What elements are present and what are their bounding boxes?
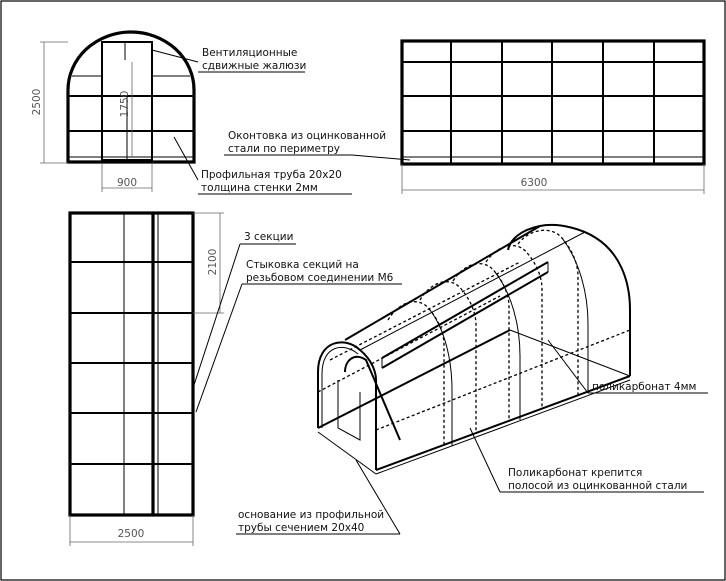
label-tube-2: толщина стенки 2мм — [201, 182, 318, 194]
label-strip-2: полосой из оцинкованной стали — [508, 480, 688, 492]
dim-section-length: 2100 — [207, 248, 219, 276]
label-sections: 3 секции — [244, 231, 294, 243]
label-vents-1: Вентиляционные — [202, 47, 298, 59]
end-view-dimensions — [31, 42, 152, 192]
side-view-callouts — [224, 130, 410, 160]
plan-view-callouts — [194, 231, 402, 412]
label-joint-2: резьбовом соединении М6 — [246, 272, 394, 284]
dim-length: 6300 — [520, 177, 548, 189]
isometric-callouts — [236, 340, 708, 534]
label-polycarbonate: поликарбонат 4мм — [592, 381, 697, 393]
end-view-callouts — [152, 47, 352, 194]
label-tube-1: Профильная труба 20х20 — [201, 169, 342, 181]
dim-door-height: 1750 — [119, 90, 131, 118]
dim-door-width: 900 — [116, 177, 138, 189]
side-view-dimensions — [402, 164, 704, 194]
dim-width: 2500 — [117, 528, 145, 540]
plan-view — [70, 213, 193, 515]
side-view — [402, 41, 704, 164]
label-strip-1: Поликарбонат крепится — [508, 467, 643, 479]
dim-end-height: 2500 — [31, 88, 43, 116]
label-vents-2: сдвижные жалюзи — [202, 60, 307, 72]
label-trim-2: стали по периметру — [228, 143, 341, 155]
sheet-border — [1, 1, 725, 580]
iso-back-arch — [540, 225, 630, 376]
label-base-2: трубы сечением 20х40 — [238, 522, 365, 534]
label-joint-1: Стыковка секций на — [246, 259, 359, 271]
label-trim-1: Оконтовка из оцинкованной — [228, 130, 387, 142]
label-base-1: основание из профильной — [238, 509, 385, 521]
end-view — [68, 32, 194, 163]
